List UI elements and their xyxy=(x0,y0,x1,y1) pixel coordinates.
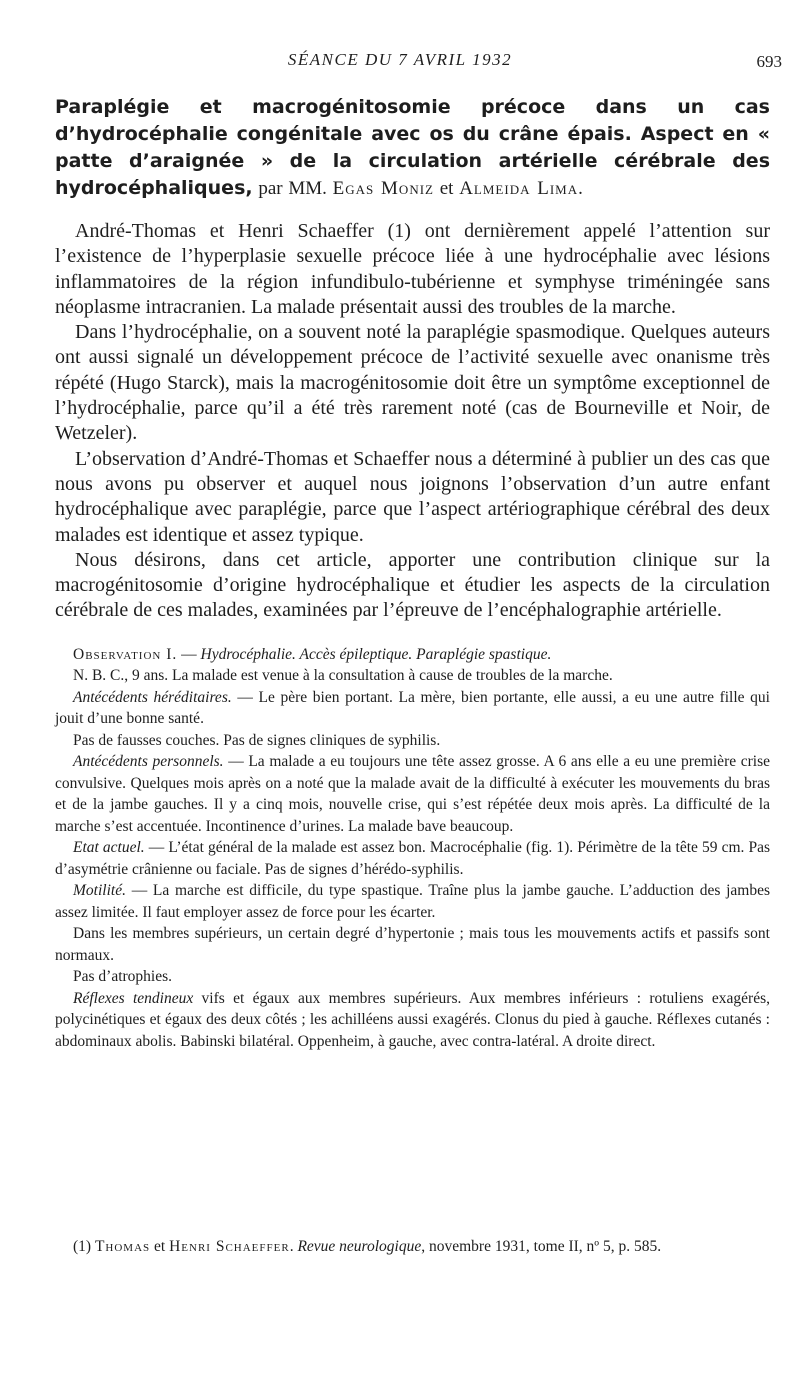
paragraph-4: Nous désirons, dans cet article, apporter une contribution clinique sur la macrogénitosomie d’origine hydrocéphalique et étudier les aspects de la circulation cérébrale de ces malades, examinées par l’épreuve de l’encéphalographie artérielle. xyxy=(55,548,770,622)
reflexes xyxy=(55,988,770,1053)
footnote-details: , novembre 1931, tome II, nº 5, p. 585. xyxy=(421,1238,662,1255)
observation-label: Observation I. xyxy=(73,645,178,663)
reflexes-text: vifs et égaux aux membres supérieurs. Aux membres inférieurs : rotuliens exagérés, polycinétiques et égaux des deux côtés ; les achilléens aussi exagérés. Clonus du pied à gauche. Réflexes cutanés : abdominaux abolis. Babinski bilatéral. Oppenheim, à gauche, avec contra-latéral. A droite direct. xyxy=(55,989,770,1050)
fausses-couches: Pas de fausses couches. Pas de signes cliniques de syphilis. xyxy=(73,731,441,749)
body-text xyxy=(55,219,770,624)
authors-end: . xyxy=(578,178,583,199)
footnote-author-thomas: Thomas xyxy=(94,1238,151,1255)
membres-superieurs: Dans les membres supérieurs, un certain degré d’hypertonie ; mais tous les mouvements actifs et passifs sont normaux. xyxy=(55,925,770,964)
footnote-author-schaeffer: Henri Schaeffer xyxy=(169,1238,290,1255)
antecedents-personnels-label: Antécédents personnels. xyxy=(73,753,224,771)
motilite xyxy=(55,880,770,923)
paragraph-3: L’observation d’André-Thomas et Schaeffer nous a déterminé à publier un des cas que nous avons pu observer et auquel nous joignons l’observation d’un autre enfant hydrocéphalique avec paraplégie, parce que l’aspect artériographique cérébral des deux malades est identique et assez typique. xyxy=(55,447,770,546)
antecedents-hereditaires xyxy=(55,687,770,730)
paragraph-2: Dans l’hydrocéphalie, on a souvent noté la paraplégie spasmodique. Quelques auteurs ont aussi signalé un développement précoce de l’activité sexuelle avec onanisme très répété (Hugo Starck), mais la macrogénitosomie doit être un symptôme exceptionnel de l’hydrocéphalie, parce qu’il a été très rarement noté (cas de Bourneville et Noir, de Wetzeler). xyxy=(55,321,770,445)
etat-actuel-label: Etat actuel. xyxy=(73,839,145,857)
observation-title: Hydrocéphalie. Accès épileptique. Paraplégie spastique. xyxy=(200,645,552,663)
authors-prefix: par MM. xyxy=(252,178,333,199)
article-authors xyxy=(253,178,583,199)
authors-and: et xyxy=(433,178,460,199)
article-title xyxy=(55,94,770,202)
footnote-and: et xyxy=(150,1238,170,1255)
etat-actuel xyxy=(55,837,770,880)
author-lima: Almeida Lima xyxy=(459,178,579,199)
atrophies: Pas d’atrophies. xyxy=(73,968,173,986)
paragraph-1: André-Thomas et Henri Schaeffer (1) ont dernièrement appelé l’attention sur l’existence de l’hyperplasie sexuelle précoce liée à une hydrocéphalie avec lésions inflammatoires de la région infundibulo-tubérienne et symphyse triméningée sans néoplasme intracranien. La malade présentait aussi des troubles de la marche. xyxy=(55,220,770,318)
motilite-text: — La marche est difficile, du type spastique. Traîne plus la jambe gauche. L’adduction des jambes assez limitée. Il faut employer assez de force pour les écarter. xyxy=(55,882,770,921)
footnote-journal: Revue neurologique xyxy=(297,1238,422,1255)
author-moniz: Egas Moniz xyxy=(332,178,434,199)
footnote-number: (1) xyxy=(73,1238,95,1255)
antecedents-personnels xyxy=(55,751,770,837)
reflexes-label: Réflexes tendineux xyxy=(73,989,194,1007)
antecedents-hereditaires-label: Antécédents héréditaires. xyxy=(73,688,232,706)
antecedents-hereditaires-text: — Le père bien portant. La mère, bien portante, elle aussi, a eu une autre fille qui jouit d’une bonne santé. xyxy=(55,688,770,728)
article-title-text: Paraplégie et macrogénitosomie précoce dans un cas d’hydrocéphalie congénitale avec os du crâne épais. Aspect en « patte d’araignée » de la circulation artérielle cérébrale des hydrocéphaliques, xyxy=(55,96,770,199)
motilite-label: Motilité. xyxy=(73,882,126,900)
observation-heading xyxy=(55,644,770,666)
running-head xyxy=(0,50,800,78)
etat-actuel-text: — L’état général de la malade est assez bon. Macrocéphalie (fig. 1). Périmètre de la tête 59 cm. Pas d’asymétrie crânienne ou faciale. Pas de signes d’hérédo-syphilis. xyxy=(55,839,770,878)
antecedents-personnels-text: — La malade a eu toujours une tête assez grosse. A 6 ans elle a eu une première crise convulsive. Quelques mois après on a noté que la malade avait de la difficulté à exécuter les mouvements du bras et de la jambe gauches. Il y a cinq mois, nouvelle crise, qui s’est répétée deux mois après. La difficulté de la marche s’est accentuée. Incontinence d’urines. La malade bave beaucoup. xyxy=(55,753,770,835)
observation-section xyxy=(55,644,770,1053)
observation-sep: — xyxy=(177,645,201,663)
observation-intro: N. B. C., 9 ans. La malade est venue à la consultation à cause de troubles de la marche. xyxy=(73,667,613,685)
running-title: SÉANCE DU 7 AVRIL 1932 xyxy=(287,50,513,69)
footnote xyxy=(55,1236,770,1257)
article-content xyxy=(55,94,770,1052)
page-number: 693 xyxy=(756,52,782,71)
footnote-sep: . xyxy=(289,1238,298,1255)
